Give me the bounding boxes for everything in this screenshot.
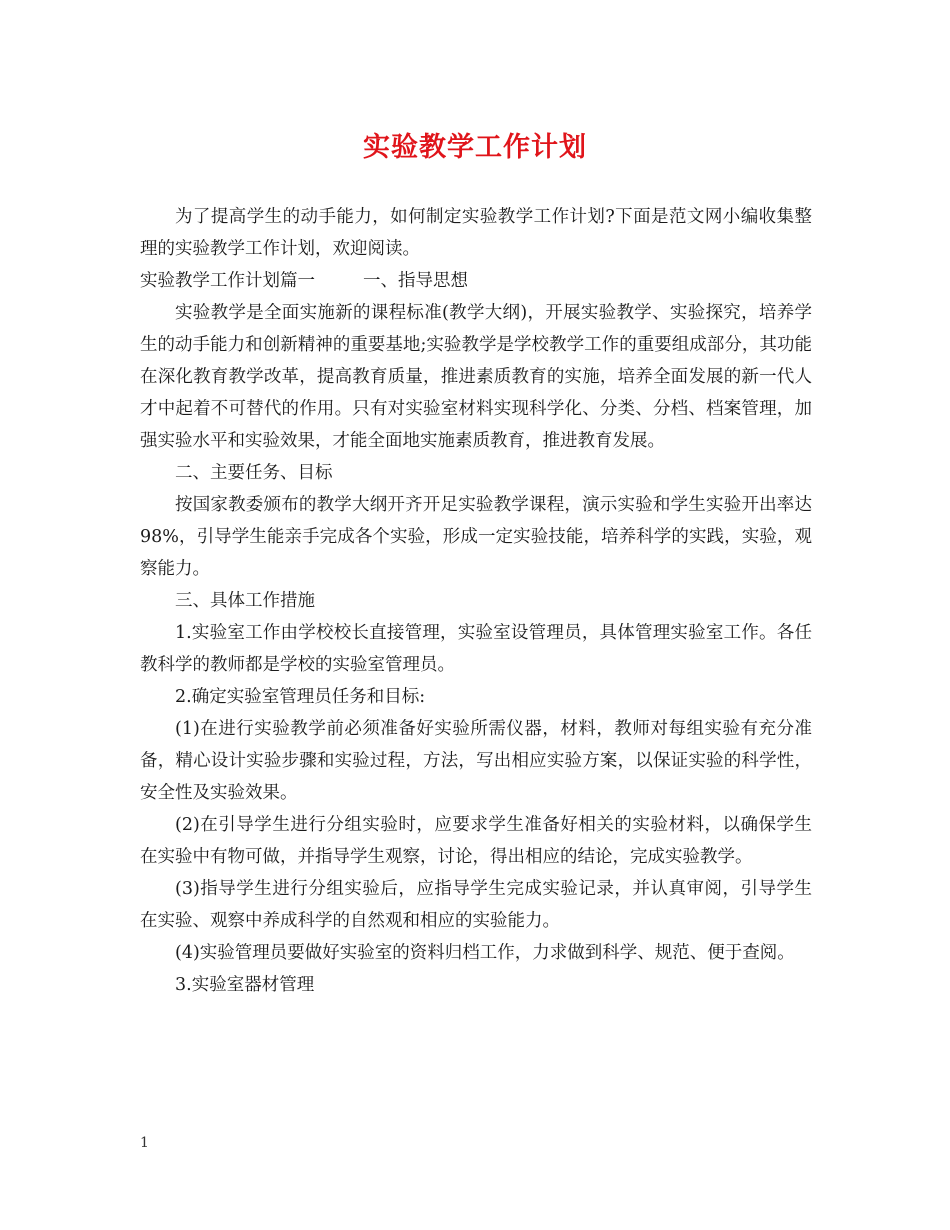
- section-title: 实验教学工作计划篇一: [140, 271, 315, 291]
- section-gap: [315, 265, 363, 297]
- page-number: 1: [140, 1135, 149, 1151]
- list-item-4: (4)实验管理员要做好实验室的资料归档工作，力求做到科学、规范、便于查阅。: [175, 943, 795, 963]
- intro-paragraph: 为了提高学生的动手能力，如何制定实验教学工作计划?下面是范文网小编收集整理的实验教学工作计划，欢迎阅读。: [140, 207, 812, 259]
- document-title: 实验教学工作计划: [363, 132, 587, 163]
- heading-measures: 三、具体工作措施: [175, 591, 315, 611]
- document-body: [140, 201, 812, 1001]
- list-item-3: (3)指导学生进行分组实验后，应指导学生完成实验记录，并认真审阅，引导学生在实验、观察中养成科学的自然观和相应的实验能力。: [140, 879, 812, 931]
- list-item-1: (1)在进行实验教学前必须准备好实验所需仪器，材料，教师对每组实验有充分准备，精心设计实验步骤和实验过程，方法，写出相应实验方案，以保证实验的科学性，安全性及实验效果。: [140, 719, 812, 803]
- paragraph-main-tasks: 按国家教委颁布的教学大纲开齐开足实验教学课程，演示实验和学生实验开出率达98%，引导学生能亲手完成各个实验，形成一定实验技能，培养科学的实践，实验，观察能力。: [140, 495, 812, 579]
- section-heading-line: [140, 265, 812, 297]
- paragraph-measure-2: 2.确定实验室管理员任务和目标:: [175, 687, 426, 707]
- paragraph-measure-1: 1.实验室工作由学校校长直接管理，实验室设管理员，具体管理实验室工作。各任教科学的教师都是学校的实验室管理员。: [140, 623, 812, 675]
- heading-main-tasks: 二、主要任务、目标: [175, 463, 333, 483]
- list-item-2: (2)在引导学生进行分组实验时，应要求学生准备好相关的实验材料，以确保学生在实验中有物可做，并指导学生观察，讨论，得出相应的结论，完成实验教学。: [140, 815, 812, 867]
- paragraph-measure-3: 3.实验室器材管理: [175, 975, 315, 995]
- paragraph-guiding-idea: 实验教学是全面实施新的课程标准(教学大纲)，开展实验教学、实验探究，培养学生的动手能力和创新精神的重要基地;实验教学是学校教学工作的重要组成部分，其功能在深化教育教学改革，提高教育质量，推进素质教育的实施，培养全面发展的新一代人才中起着不可替代的作用。只有对实验室材料实现科学化、分类、分档、档案管理，加强实验水平和实验效果，才能全面地实施素质教育，推进教育发展。: [140, 303, 812, 451]
- section-subheading: 一、指导思想: [363, 271, 468, 291]
